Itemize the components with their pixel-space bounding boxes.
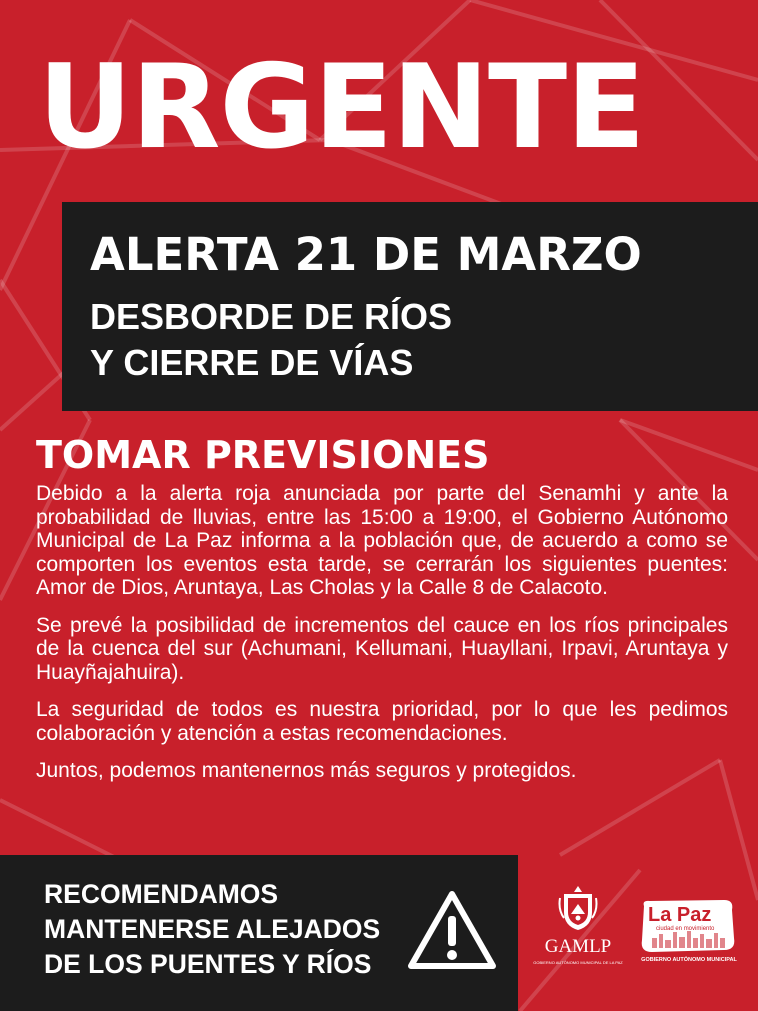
alert-date-title: ALERTA 21 DE MARZO (90, 228, 642, 281)
warning-triangle-icon (405, 888, 499, 972)
recommendation-text (44, 877, 380, 982)
coat-of-arms-icon (558, 884, 598, 932)
alert-subtitle-line2: Y CIERRE DE VÍAS (90, 342, 414, 383)
headline: URGENTE (38, 40, 645, 175)
lapaz-logo (638, 898, 740, 968)
alert-subtitle (90, 294, 452, 386)
lapaz-slogan: ciudad en movimiento (656, 926, 715, 932)
paragraph: Juntos, podemos mantenernos más seguros y protegidos. (36, 759, 577, 782)
gamlp-tagline: GOBIERNO AUTÓNOMO MUNICIPAL DE LA PAZ (533, 960, 623, 965)
paragraph: Se prevé la posibilidad de incrementos del cauce en los ríos principales de la cuenca del sur (Achumani, Kellumani, Huayllani, Irpavi, Aruntaya y Huayñajahuira). (36, 613, 728, 684)
recommendation-line2: MANTENERSE ALEJADOS (44, 914, 381, 944)
lapaz-name: La Paz (648, 904, 712, 926)
alert-box (62, 202, 758, 411)
alert-subtitle-line1: DESBORDE DE RÍOS (90, 296, 453, 337)
paragraph: Debido a la alerta roja anunciada por parte del Senamhi y ante la probabilidad de lluvias, entre las 15:00 a 19:00, el Gobierno Autónomo Municipal de La Paz informa a la población que, de acuerdo a como se comporten los eventos esta tarde, se cerrarán los siguientes puentes: Amor de Dios, Aruntaya, Las Cholas y la Calle 8 de Calacoto. (36, 482, 728, 599)
paragraph: La seguridad de todos es nuestra prioridad, por lo que les pedimos colaboración y atención a estas recomendaciones. (36, 698, 728, 745)
body-text (36, 482, 728, 797)
lapaz-caption: GOBIERNO AUTÓNOMO MUNICIPAL (641, 957, 737, 963)
gamlp-name: GAMLP (544, 936, 612, 957)
section-title: TOMAR PREVISIONES (36, 433, 490, 477)
gamlp-logo (532, 884, 624, 974)
recommendation-line1: RECOMENDAMOS (44, 879, 279, 909)
recommendation-line3: DE LOS PUENTES Y RÍOS (44, 949, 372, 979)
